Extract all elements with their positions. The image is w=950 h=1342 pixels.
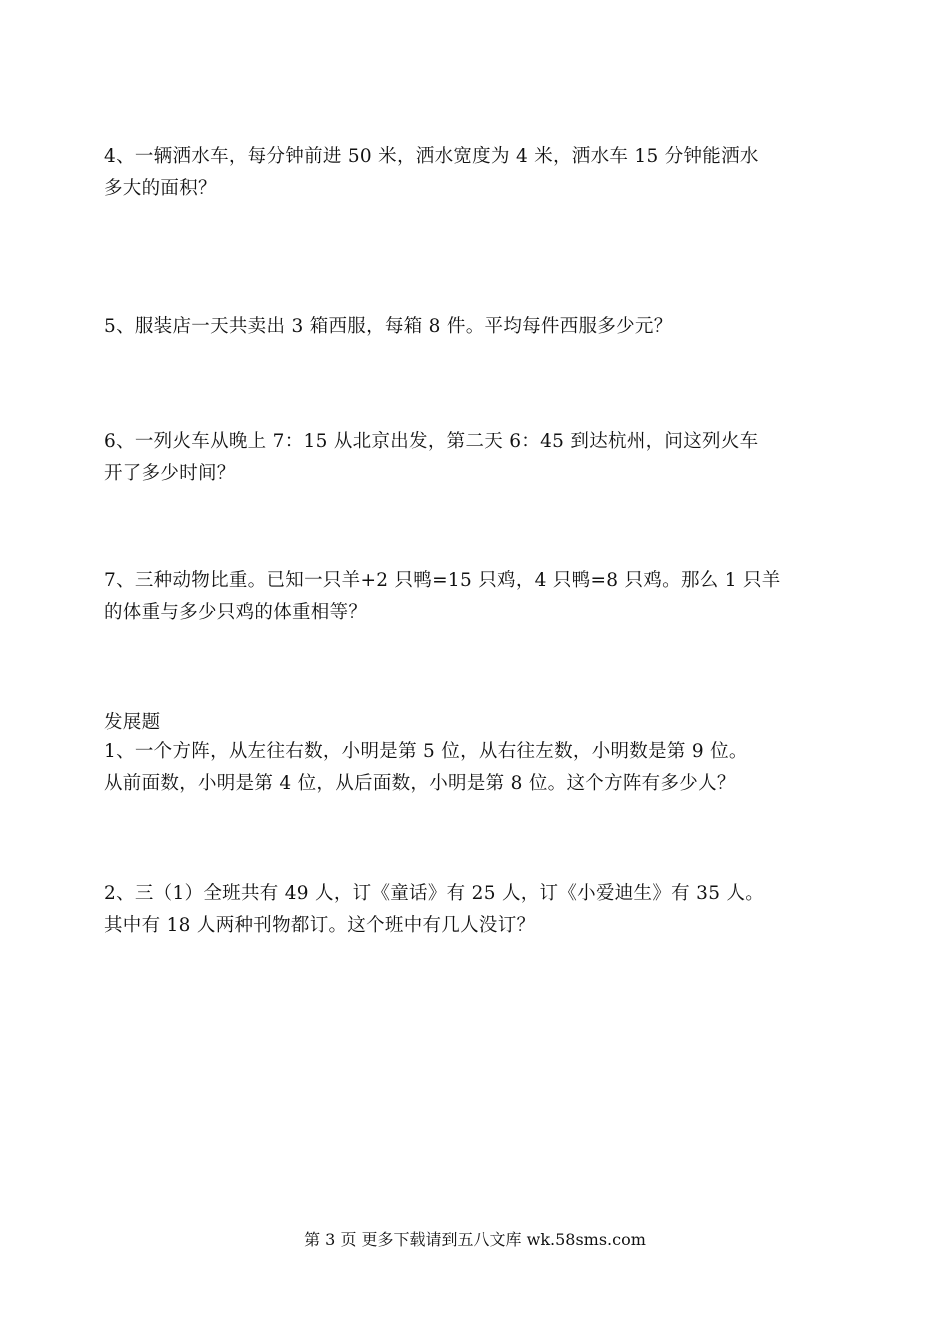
dev-problem-2-line-2: 其中有 18 人两种刊物都订。这个班中有几人没订？ — [104, 915, 536, 936]
problem-6-line-2: 开了多少时间？ — [104, 463, 236, 484]
problem-7-line-2: 的体重与多少只鸡的体重相等？ — [104, 602, 368, 623]
problem-7-line-1: 7、三种动物比重。已知一只羊+2 只鸭=15 只鸡，4 只鸭=8 只鸡。那么 1 只羊 — [104, 570, 781, 591]
page-footer: 第 3 页 更多下载请到五八文库 wk.58sms.com — [304, 1230, 646, 1249]
problem-4-line-2: 多大的面积？ — [104, 178, 217, 199]
section-title: 发展题 — [104, 712, 161, 733]
dev-problem-2-line-1: 2、三（1）全班共有 49 人，订《童话》有 25 人，订《小爱迪生》有 35 人。 — [104, 883, 765, 904]
problem-6-line-1: 6、一列火车从晚上 7：15 从北京出发，第二天 6：45 到达杭州，问这列火车 — [104, 431, 759, 452]
problem-5-line-1: 5、服装店一天共卖出 3 箱西服，每箱 8 件。平均每件西服多少元？ — [104, 316, 673, 337]
dev-problem-1-line-1: 1、一个方阵，从左往右数，小明是第 5 位，从右往左数，小明数是第 9 位。 — [104, 741, 748, 762]
problem-4-line-1: 4、一辆洒水车，每分钟前进 50 米，洒水宽度为 4 米，洒水车 15 分钟能洒水 — [104, 146, 759, 167]
dev-problem-1-line-2: 从前面数，小明是第 4 位，从后面数，小明是第 8 位。这个方阵有多少人？ — [104, 773, 736, 794]
